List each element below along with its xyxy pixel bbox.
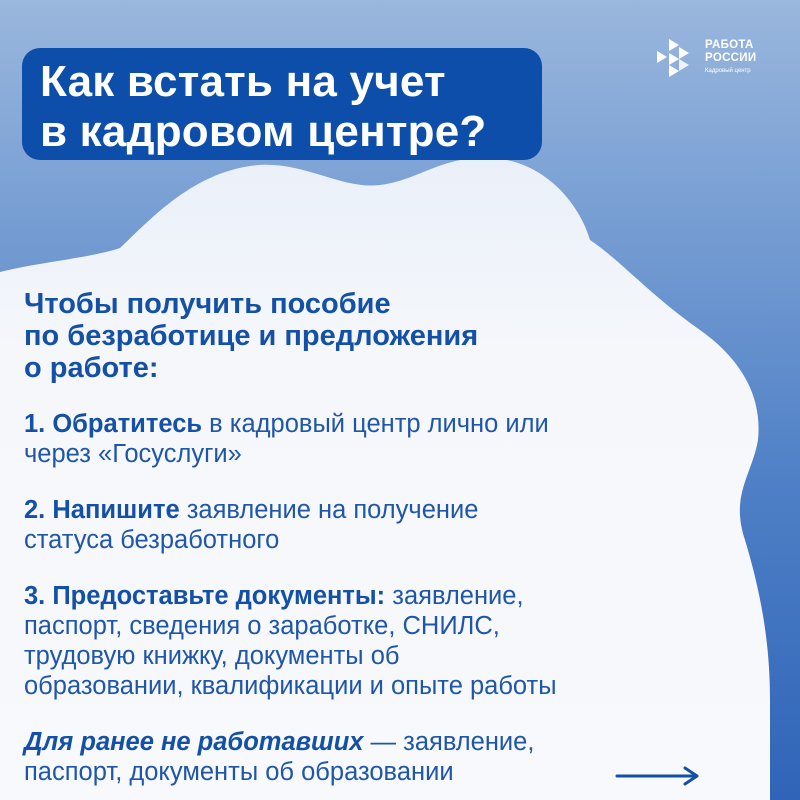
title-line-1: Как встать на учет	[40, 57, 446, 106]
step-3-text-2: паспорт, сведения о заработке, СНИЛС,	[24, 612, 500, 640]
intro-line-2: по безработице и предложения	[24, 320, 479, 352]
step-3-text-1: заявление,	[385, 582, 524, 610]
step-3	[24, 581, 744, 701]
logo-text-line-2: РОССИИ	[705, 52, 757, 64]
note-bold: Для ранее не работавших	[24, 728, 364, 756]
step-3-text-4: образовании, квалификации и опыте работы	[24, 672, 557, 700]
note-text-1: — заявление,	[363, 728, 535, 756]
step-1-text-1: в кадровый центр лично или	[202, 410, 549, 438]
brand-logo	[657, 39, 777, 79]
logo-subtext: Кадровый центр	[705, 68, 751, 74]
title-line-2: в кадровом центре?	[40, 107, 487, 156]
step-1	[24, 409, 744, 469]
step-2-bold: 2. Напишите	[24, 496, 180, 524]
logo-text-line-1: РАБОТА	[705, 39, 754, 51]
rabota-rossii-logo-icon	[657, 39, 691, 77]
main-content	[24, 288, 744, 787]
step-3-bold: 3. Предоставьте документы:	[24, 582, 386, 610]
note-text-2: паспорт, документы об образовании	[24, 758, 454, 786]
page-title	[40, 57, 486, 157]
intro-heading	[24, 288, 744, 384]
step-3-text-3: трудовую книжку, документы об	[24, 642, 400, 670]
step-2-text-2: статуса безработного	[24, 526, 280, 554]
intro-line-3: о работе:	[24, 352, 159, 384]
intro-line-1: Чтобы получить пособие	[24, 288, 391, 320]
step-1-text-2: через «Госуслуги»	[24, 440, 242, 468]
step-2	[24, 495, 744, 555]
step-1-bold: 1. Обратитесь	[24, 410, 203, 438]
arrow-right-icon	[615, 764, 701, 788]
step-2-text-1: заявление на получение	[179, 496, 479, 524]
